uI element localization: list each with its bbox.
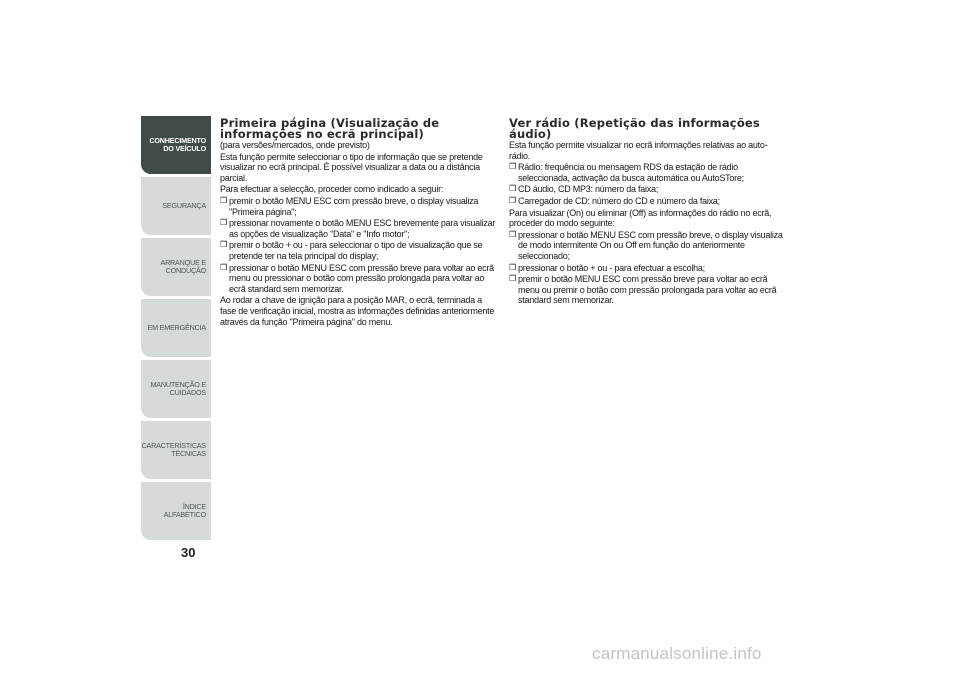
watermark: carmanualsonline.info [592, 644, 762, 663]
section-title: Ver rádio (Repetição das informações áudio) [509, 116, 760, 141]
tab-manutencao-e-cuidados[interactable]: MANUTENÇÃO E CUIDADOS [141, 360, 211, 418]
checkbox-bullet-icon: ❒ [220, 218, 227, 228]
tab-em-emergencia[interactable]: EM EMERGÊNCIA [141, 299, 211, 357]
section-ver-radio [509, 118, 785, 307]
checkbox-bullet-icon: ❒ [509, 162, 516, 172]
list-item: ❒ CD áudio, CD MP3: número da faixa; [509, 184, 659, 195]
list-item: ❒ premir o botão MENU ESC com pressão breve para voltar ao ecrã menu ou premir o botão com pressão prolongada para voltar ao ecrã standard sem memorizar. [509, 274, 777, 306]
checkbox-bullet-icon: ❒ [509, 195, 516, 205]
checkbox-bullet-icon: ❒ [220, 240, 227, 250]
info-list [509, 162, 785, 206]
checkbox-bullet-icon: ❒ [509, 274, 516, 284]
tab-seguranca[interactable]: SEGURANÇA [141, 177, 211, 235]
checkbox-bullet-icon: ❒ [509, 184, 516, 194]
tab-arranque-e-conducao[interactable]: ARRANQUE E CONDUÇÃO [141, 238, 211, 296]
checkbox-bullet-icon: ❒ [220, 262, 227, 272]
paragraph-lead: Para visualizar (On) ou eliminar (Off) as informações do rádio no ecrã, proceder do modo seguinte: [509, 207, 772, 229]
paragraph-lead: Para efectuar a selecção, proceder como indicado a seguir: [220, 184, 444, 195]
section-title: Primeira página (Visualização de informações no ecrã principal) [220, 116, 440, 141]
list-item: ❒ pressionar o botão MENU ESC com pressão breve para voltar ao ecrã menu ou pressionar o botão com pressão prolongada para voltar ao ecrã standard sem memorizar. [220, 262, 494, 294]
checkbox-bullet-icon: ❒ [220, 195, 227, 205]
page-number: 30 [181, 545, 196, 560]
list-item: ❒ pressionar o botão MENU ESC com pressão breve, o display visualiza de modo intermitente On ou Off em função do anteriormente seleccionado; [509, 229, 783, 261]
checkbox-bullet-icon: ❒ [509, 262, 516, 272]
section-subtitle: (para versões/mercados, onde previsto) [220, 140, 370, 150]
list-item: ❒ Carregador de CD: número do CD e número da faixa; [509, 195, 720, 206]
list-item: ❒ premir o botão + ou - para seleccionar o tipo de visualização que se pretende ter na tela principal do display; [220, 240, 483, 261]
tab-indice-alfabetico[interactable]: ÍNDICE ALFABÉTICO [141, 482, 211, 540]
paragraph-intro: Esta função permite seleccionar o tipo de informação que se pretende visualizar no ecrã principal. É possível visualizar a data ou a distância parcial. [220, 151, 483, 183]
step-list [509, 230, 785, 306]
tab-caracteristicas-tecnicas[interactable]: CARACTERÍSTICAS TÉCNICAS [141, 421, 211, 479]
list-item: ❒ pressionar o botão + ou - para efectuar a escolha; [509, 262, 705, 273]
paragraph-closing: Ao rodar a chave de ignição para a posição MAR, o ecrã, terminada a fase de verificação inicial, mostra as informações definidas anteriormente através da função "Primeira página" do menu. [220, 295, 495, 327]
checkbox-bullet-icon: ❒ [509, 229, 516, 239]
step-list [220, 196, 496, 294]
chapter-sidebar [141, 116, 211, 543]
paragraph-intro: Esta função permite visualizar no ecrã informações relativas ao auto-rádio. [509, 140, 768, 161]
list-item: ❒ pressionar novamente o botão MENU ESC brevemente para visualizar as opções de visualização "Data" e "Info motor"; [220, 218, 496, 239]
list-item: ❒ Rádio: frequência ou mensagem RDS da estação de rádio seleccionada, activação da busca automática ou AutoSTore; [509, 162, 744, 183]
section-primeira-pagina [220, 118, 496, 328]
list-item: ❒ premir o botão MENU ESC com pressão breve, o display visualiza "Primeira página"; [220, 195, 479, 217]
tab-conhecimento-do-veiculo[interactable]: CONHECIMENTO DO VEÍCULO [141, 116, 211, 174]
